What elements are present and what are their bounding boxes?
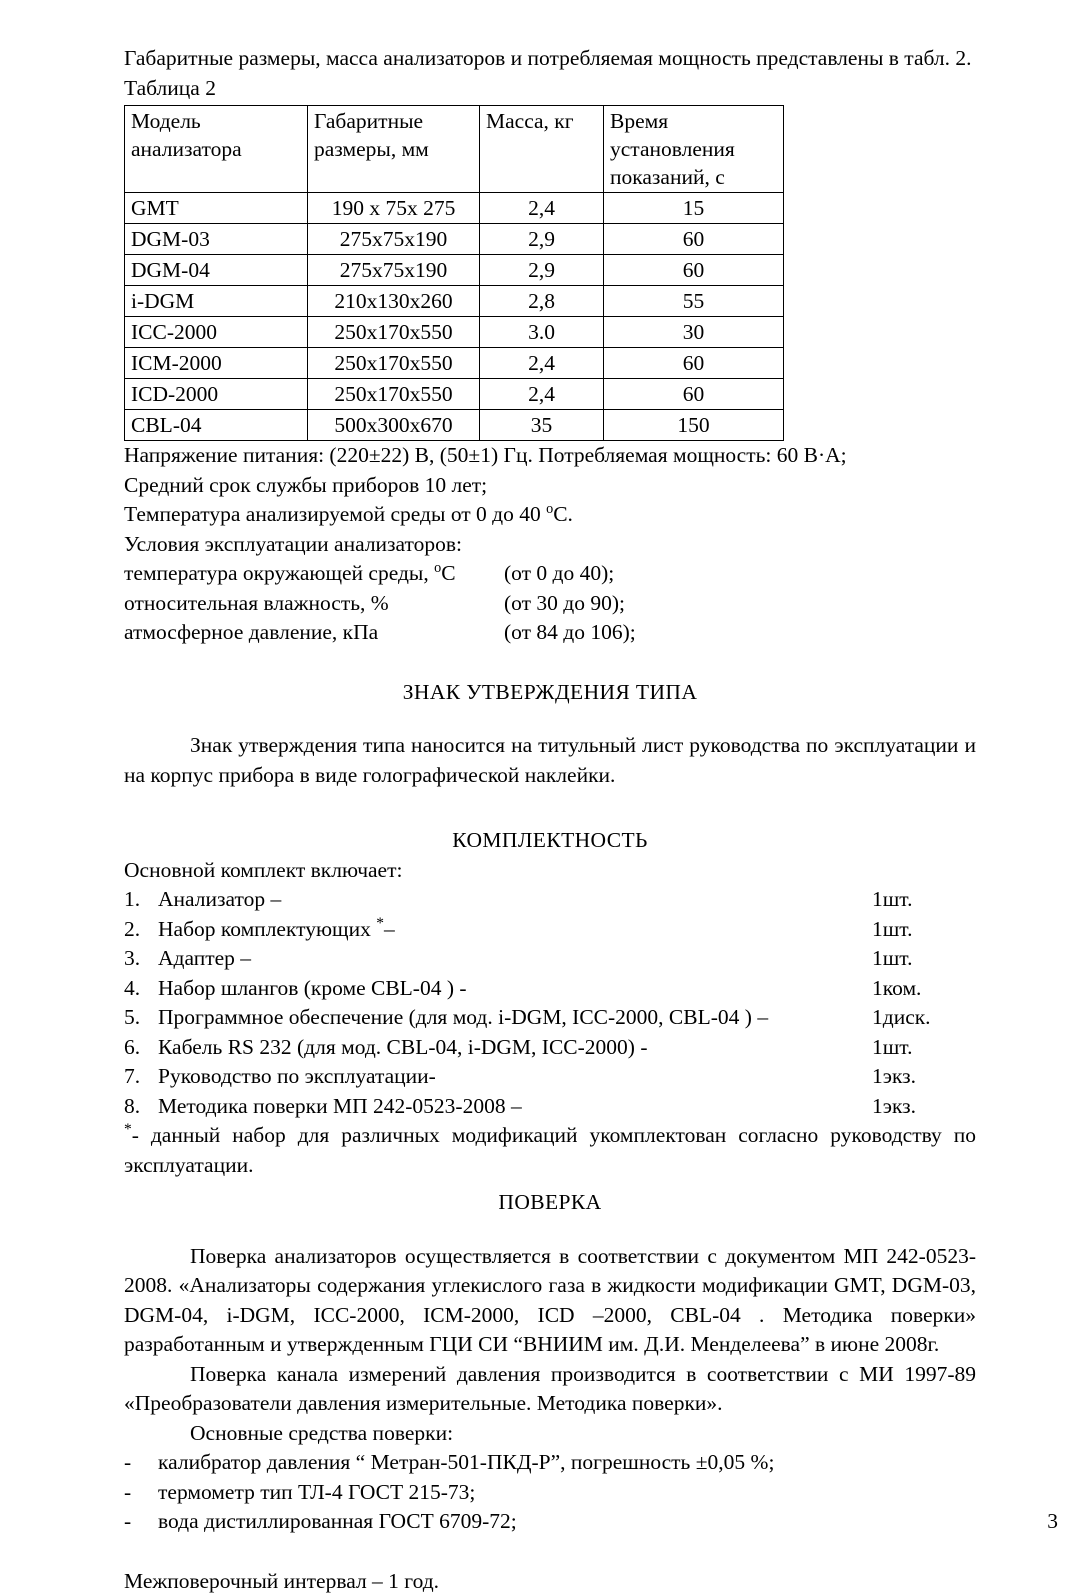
list-item: [124, 1003, 976, 1033]
condition-label: атмосферное давление, кПа: [124, 618, 504, 648]
footnote-text: - данный набор для различных модификаций укомплектован согласно руководству по эксплуатации.: [124, 1123, 976, 1177]
condition-label: относительная влажность, %: [124, 589, 504, 619]
item-quantity: 1экз.: [872, 1062, 976, 1092]
cell-mass: 2,4: [480, 193, 604, 224]
cell-mass: 35: [480, 410, 604, 441]
spec-lifetime: Средний срок службы приборов 10 лет;: [124, 471, 976, 501]
specifications-table: [124, 105, 784, 441]
item-number: 4.: [124, 974, 158, 1004]
degree-icon: o: [434, 560, 441, 576]
table-header-mass: [480, 106, 604, 193]
medium-temp-unit: С.: [553, 502, 573, 526]
cell-time: 60: [604, 224, 784, 255]
item-quantity: 1экз.: [872, 1092, 976, 1122]
means-text: термометр тип ТЛ-4 ГОСТ 215-73;: [158, 1478, 976, 1508]
header-line: Масса, кг: [486, 109, 574, 133]
cell-model: ICD-2000: [125, 379, 308, 410]
condition-value: (от 30 до 90);: [504, 589, 976, 619]
list-item: [124, 974, 976, 1004]
spec-power: Напряжение питания: (220±22) В, (50±1) Гц. Потребляемая мощность: 60 В·А;: [124, 441, 976, 471]
condition-value: (от 84 до 106);: [504, 618, 976, 648]
section-heading-completeness: КОМПЛЕКТНОСТЬ: [124, 826, 976, 856]
cell-dimensions: 190 х 75х 275: [308, 193, 480, 224]
condition-value: (от 0 до 40);: [504, 559, 976, 589]
condition-row-pressure: [124, 618, 976, 648]
list-item: [124, 1448, 976, 1478]
list-item: [124, 1507, 976, 1537]
condition-row-temperature: [124, 559, 976, 589]
cell-model: GMT: [125, 193, 308, 224]
table-row: [125, 255, 784, 286]
approval-mark-paragraph: Знак утверждения типа наносится на титульный лист руководства по эксплуатации и на корпус прибора в виде голографической наклейки.: [124, 731, 976, 790]
cell-time: 15: [604, 193, 784, 224]
section-heading-verification: ПОВЕРКА: [124, 1188, 976, 1218]
item-number: 1.: [124, 885, 158, 915]
item-number: 2.: [124, 915, 158, 945]
verification-means-title: Основные средства поверки:: [124, 1419, 976, 1449]
table-caption: Таблица 2: [124, 74, 976, 104]
table-header-model: [125, 106, 308, 193]
cell-mass: 2,9: [480, 224, 604, 255]
list-item: [124, 885, 976, 915]
table-header-dimensions: [308, 106, 480, 193]
table-row: [125, 193, 784, 224]
item-quantity: 1шт.: [872, 944, 976, 974]
item-text: Адаптер –: [158, 944, 872, 974]
item-text: Программное обеспечение (для мод. i-DGM, ICC-2000, CBL-04 ) –: [158, 1003, 872, 1033]
completeness-footnote: [124, 1121, 976, 1180]
list-item: [124, 915, 976, 945]
item-number: 7.: [124, 1062, 158, 1092]
verification-paragraph-2: Поверка канала измерений давления производится в соответствии с МИ 1997-89 «Преобразователи давления измерительные. Методика поверки».: [124, 1360, 976, 1419]
table-header-time: [604, 106, 784, 193]
item-text: Кабель RS 232 (для мод. CBL-04, i-DGM, ICC-2000) -: [158, 1033, 872, 1063]
list-item: [124, 1478, 976, 1508]
item-number: 5.: [124, 1003, 158, 1033]
spec-medium-temperature: [124, 500, 976, 530]
verification-interval: Межповерочный интервал – 1 год.: [124, 1567, 976, 1596]
dash-marker-icon: -: [124, 1507, 158, 1537]
cell-dimensions: 250х170х550: [308, 348, 480, 379]
means-text: калибратор давления “ Метран-501-ПКД-Р”, погрешность ±0,05 %;: [158, 1448, 976, 1478]
cell-model: CBL-04: [125, 410, 308, 441]
section-heading-approval-mark: ЗНАК УТВЕРЖДЕНИЯ ТИПА: [124, 678, 976, 708]
list-item: [124, 1092, 976, 1122]
cell-dimensions: 210х130х260: [308, 286, 480, 317]
cell-time: 150: [604, 410, 784, 441]
header-line: Габаритные: [314, 109, 423, 133]
table-row: [125, 224, 784, 255]
item-text: Набор шлангов (кроме CBL-04 ) -: [158, 974, 872, 1004]
table-row: [125, 348, 784, 379]
table-row: [125, 317, 784, 348]
cell-model: ICM-2000: [125, 348, 308, 379]
cell-time: 60: [604, 255, 784, 286]
degree-icon: o: [546, 501, 553, 517]
cell-mass: 2,4: [480, 348, 604, 379]
cell-time: 55: [604, 286, 784, 317]
list-item: [124, 1033, 976, 1063]
item-text: Анализатор –: [158, 885, 872, 915]
asterisk-icon: *: [376, 914, 384, 931]
item-text-main: Набор комплектующих: [158, 917, 376, 941]
header-line: Время: [610, 109, 668, 133]
verification-paragraph-1: Поверка анализаторов осуществляется в соответствии с документом МП 242-0523-2008. «Анализаторы содержания углекислого газа в жидкости модификации GMT, DGM-03, DGM-04, i-DGM, ICC-2000, ICM-2000, ICD –2000, CBL-04 . Методика поверки» разработанным и утвержденным ГЦИ СИ “ВНИИМ им. Д.И. Менделеева” в июне 2008г.: [124, 1242, 976, 1360]
item-quantity: 1диск.: [872, 1003, 976, 1033]
header-line: размеры, мм: [314, 137, 429, 161]
condition-label-text: температура окружающей среды,: [124, 561, 434, 585]
item-quantity: 1шт.: [872, 915, 976, 945]
list-item: [124, 944, 976, 974]
item-text: [158, 915, 872, 945]
means-text: вода дистиллированная ГОСТ 6709-72;: [158, 1507, 976, 1537]
cell-time: 60: [604, 348, 784, 379]
table-row: [125, 379, 784, 410]
header-line: анализатора: [131, 137, 242, 161]
cell-dimensions: 275х75х190: [308, 255, 480, 286]
item-quantity: 1шт.: [872, 1033, 976, 1063]
table-row: [125, 410, 784, 441]
item-text: Методика поверки МП 242-0523-2008 –: [158, 1092, 872, 1122]
cell-mass: 3.0: [480, 317, 604, 348]
item-number: 8.: [124, 1092, 158, 1122]
cell-time: 30: [604, 317, 784, 348]
condition-label: [124, 559, 504, 589]
completeness-lead: Основной комплект включает:: [124, 856, 976, 886]
cell-model: i-DGM: [125, 286, 308, 317]
cell-dimensions: 500х300х670: [308, 410, 480, 441]
cell-mass: 2,8: [480, 286, 604, 317]
cell-dimensions: 250х170х550: [308, 317, 480, 348]
cell-model: DGM-03: [125, 224, 308, 255]
dash-marker-icon: -: [124, 1478, 158, 1508]
cell-dimensions: 275х75х190: [308, 224, 480, 255]
cell-time: 60: [604, 379, 784, 410]
operating-conditions-title: Условия эксплуатации анализаторов:: [124, 530, 976, 560]
table-row: [125, 286, 784, 317]
page-content: [124, 44, 976, 1596]
condition-label-unit: С: [441, 561, 455, 585]
cell-model: ICC-2000: [125, 317, 308, 348]
cell-mass: 2,4: [480, 379, 604, 410]
item-quantity: 1ком.: [872, 974, 976, 1004]
medium-temp-text: Температура анализируемой среды от 0 до 40: [124, 502, 546, 526]
item-number: 3.: [124, 944, 158, 974]
page-number: 3: [1047, 1511, 1058, 1533]
asterisk-icon: *: [124, 1121, 132, 1138]
header-line: установления: [610, 137, 735, 161]
item-text-tail: –: [384, 917, 395, 941]
dash-marker-icon: -: [124, 1448, 158, 1478]
cell-mass: 2,9: [480, 255, 604, 286]
condition-row-humidity: [124, 589, 976, 619]
cell-model: DGM-04: [125, 255, 308, 286]
item-quantity: 1шт.: [872, 885, 976, 915]
list-item: [124, 1062, 976, 1092]
item-text: Руководство по эксплуатации-: [158, 1062, 872, 1092]
cell-dimensions: 250х170х550: [308, 379, 480, 410]
header-line: показаний, с: [610, 165, 725, 189]
header-line: Модель: [131, 109, 201, 133]
intro-paragraph: Габаритные размеры, масса анализаторов и потребляемая мощность представлены в табл. 2.: [124, 44, 976, 74]
table-header-row: [125, 106, 784, 193]
item-number: 6.: [124, 1033, 158, 1063]
